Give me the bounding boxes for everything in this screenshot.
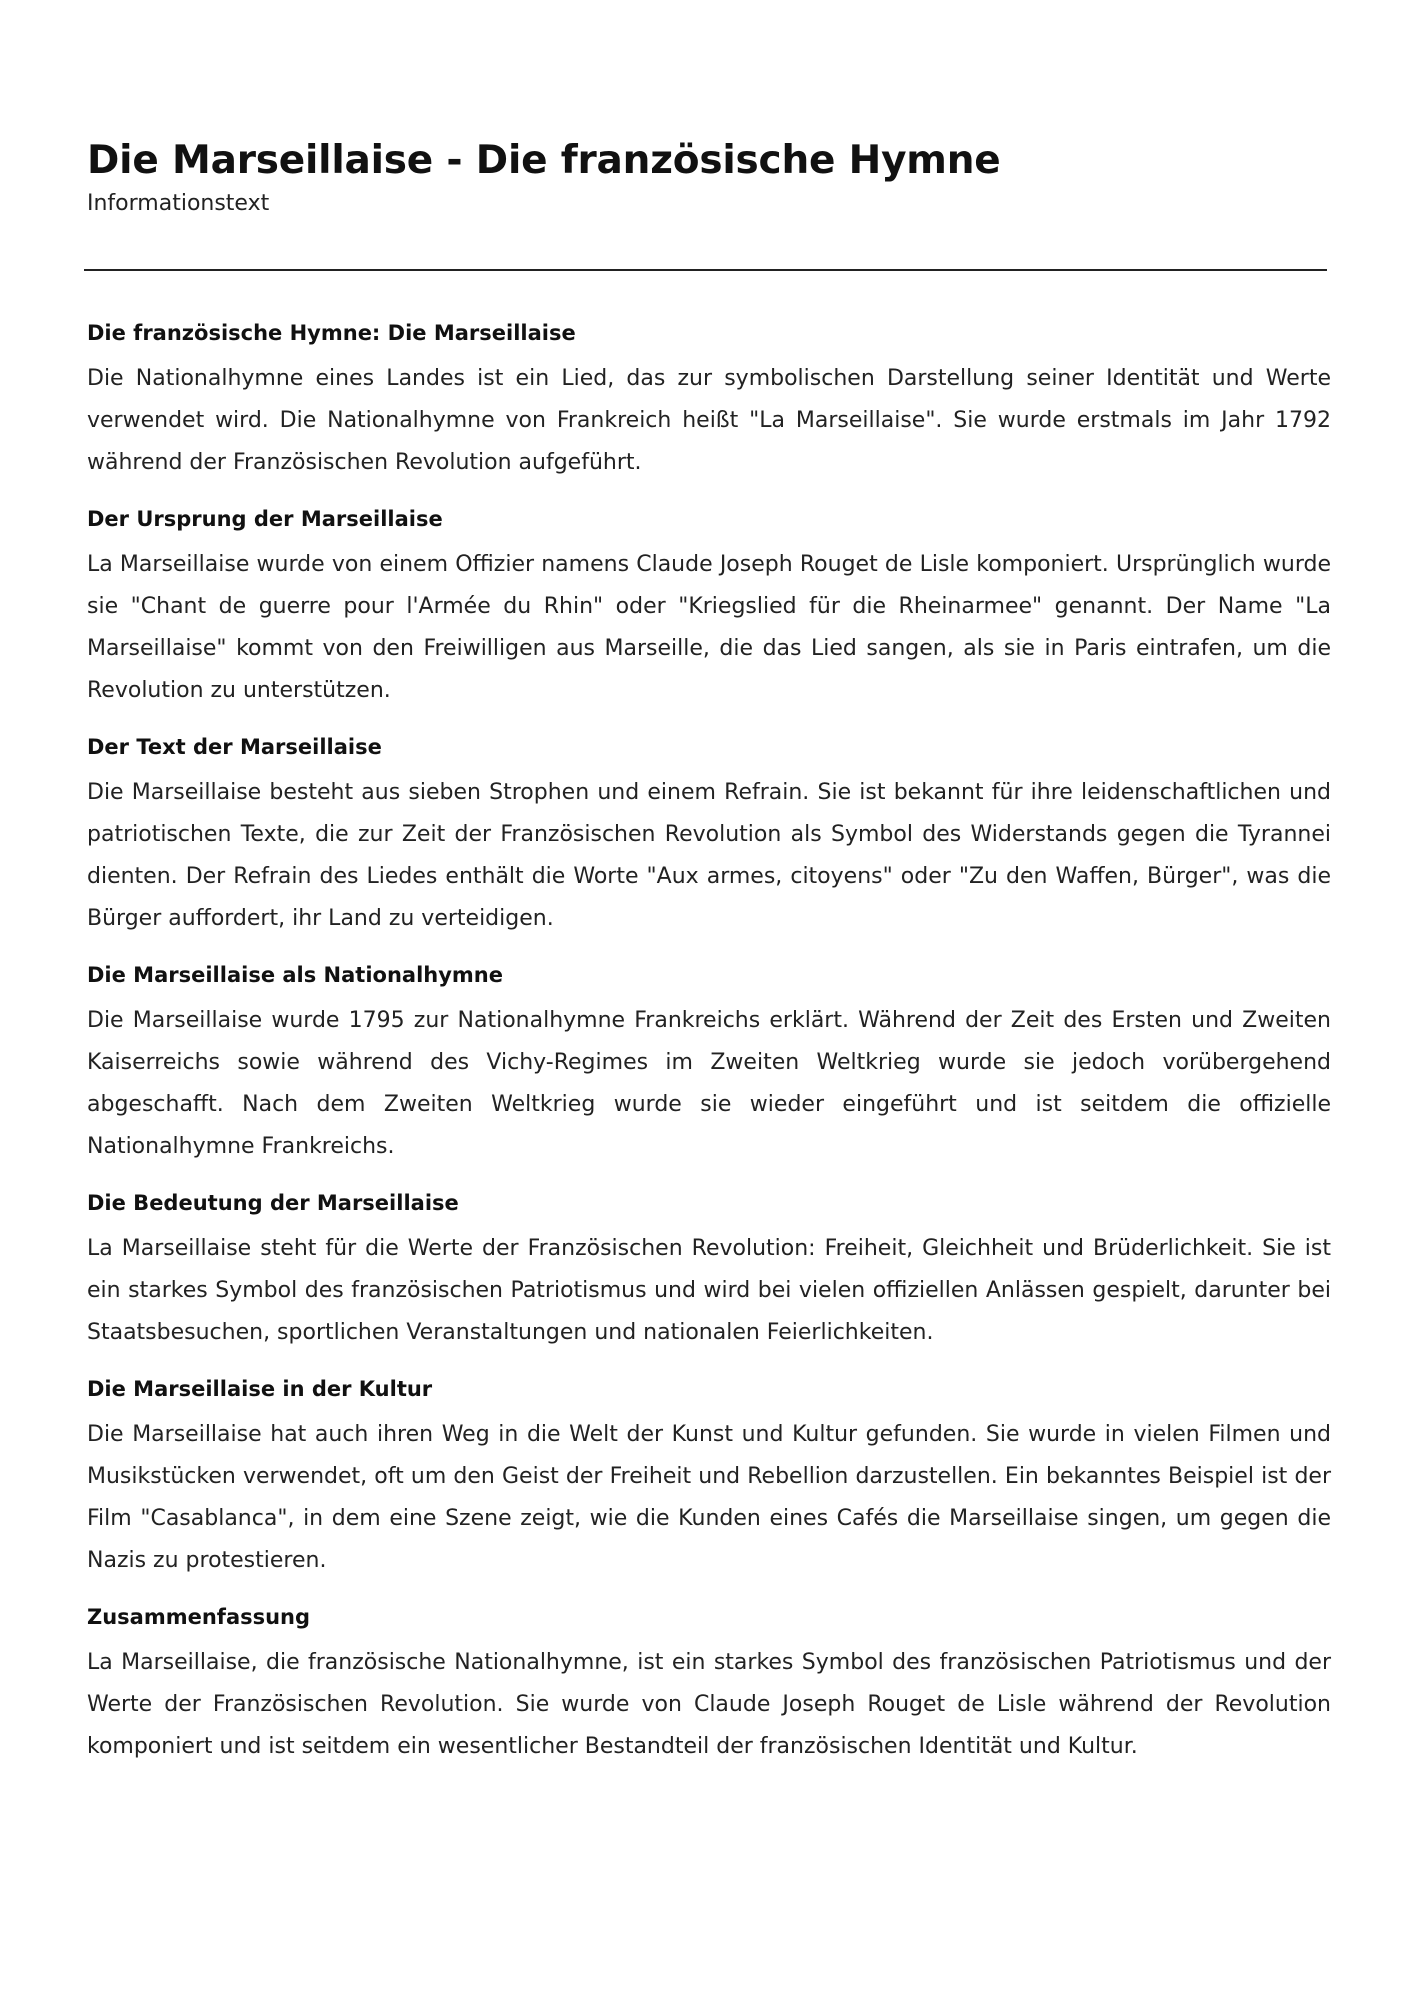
section-heading: Die Marseillaise als Nationalhymne xyxy=(87,963,503,987)
section-paragraph: Die Marseillaise besteht aus sieben Strophen und einem Refrain. Sie ist bekannt für ihre leidenschaftlichen und patriotischen Texte, die zur Zeit der Französischen Revolution als Symbol des Widerstands gegen die Tyrannei dienten. Der Refrain des Liedes enthält die Worte "Aux armes, citoyens" oder "Zu den Waffen, Bürger", was die Bürger auffordert, ihr Land zu verteidigen. xyxy=(87,780,1331,931)
section-paragraph: La Marseillaise wurde von einem Offizier namens Claude Joseph Rouget de Lisle komponiert. Ursprünglich wurde sie "Chant de guerre pour l'Armée du Rhin" oder "Kriegslied für die Rheinarmee" genannt. Der Name "La Marseillaise" kommt von den Freiwilligen aus Marseille, die das Lied sangen, als sie in Paris eintrafen, um die Revolution zu unterstützen. xyxy=(87,552,1331,703)
section-heading: Die Marseillaise in der Kultur xyxy=(87,1377,433,1401)
section-paragraph: Die Marseillaise wurde 1795 zur Nationalhymne Frankreichs erklärt. Während der Zeit des Ersten und Zweiten Kaiserreichs sowie während des Vichy-Regimes im Zweiten Weltkrieg wurde sie jedoch vorübergehend abgeschafft. Nach dem Zweiten Weltkrieg wurde sie wieder eingeführt und ist seitdem die offizielle Nationalhymne Frankreichs. xyxy=(87,1008,1331,1159)
section-paragraph: Die Marseillaise hat auch ihren Weg in die Welt der Kunst und Kultur gefunden. Sie wurde in vielen Filmen und Musikstücken verwendet, oft um den Geist der Freiheit und Rebellion darzustellen. Ein bekanntes Beispiel ist der Film "Casablanca", in dem eine Szene zeigt, wie die Kunden eines Cafés die Marseillaise singen, um gegen die Nazis zu protestieren. xyxy=(87,1422,1331,1573)
document-subtitle: Informationstext xyxy=(87,191,270,216)
section-heading: Der Text der Marseillaise xyxy=(87,735,382,759)
section-bedeutung xyxy=(87,1182,1331,1354)
section-hymne xyxy=(87,312,1331,484)
section-paragraph: Die Nationalhymne eines Landes ist ein Lied, das zur symbolischen Darstellung seiner Identität und Werte verwendet wird. Die Nationalhymne von Frankreich heißt "La Marseillaise". Sie wurde erstmals im Jahr 1792 während der Französischen Revolution aufgeführt. xyxy=(87,366,1331,475)
section-text xyxy=(87,726,1331,940)
document-title: Die Marseillaise - Die französische Hymne xyxy=(87,138,1001,183)
section-nationalhymne xyxy=(87,954,1331,1168)
section-zusammenfassung xyxy=(87,1596,1331,1768)
section-heading: Zusammenfassung xyxy=(87,1605,311,1629)
section-kultur xyxy=(87,1368,1331,1582)
section-ursprung xyxy=(87,498,1331,712)
section-paragraph: La Marseillaise steht für die Werte der Französischen Revolution: Freiheit, Gleichheit und Brüderlichkeit. Sie ist ein starkes Symbol des französischen Patriotismus und wird bei vielen offiziellen Anlässen gespielt, darunter bei Staatsbesuchen, sportlichen Veranstaltungen und nationalen Feierlichkeiten. xyxy=(87,1236,1331,1345)
section-paragraph: La Marseillaise, die französische Nationalhymne, ist ein starkes Symbol des französischen Patriotismus und der Werte der Französischen Revolution. Sie wurde von Claude Joseph Rouget de Lisle während der Revolution komponiert und ist seitdem ein wesentlicher Bestandteil der französischen Identität und Kultur. xyxy=(87,1650,1331,1759)
title-divider xyxy=(84,269,1327,271)
section-heading: Der Ursprung der Marseillaise xyxy=(87,507,443,531)
document-body xyxy=(87,312,1331,1782)
section-heading: Die Bedeutung der Marseillaise xyxy=(87,1191,459,1215)
section-heading: Die französische Hymne: Die Marseillaise xyxy=(87,321,576,345)
